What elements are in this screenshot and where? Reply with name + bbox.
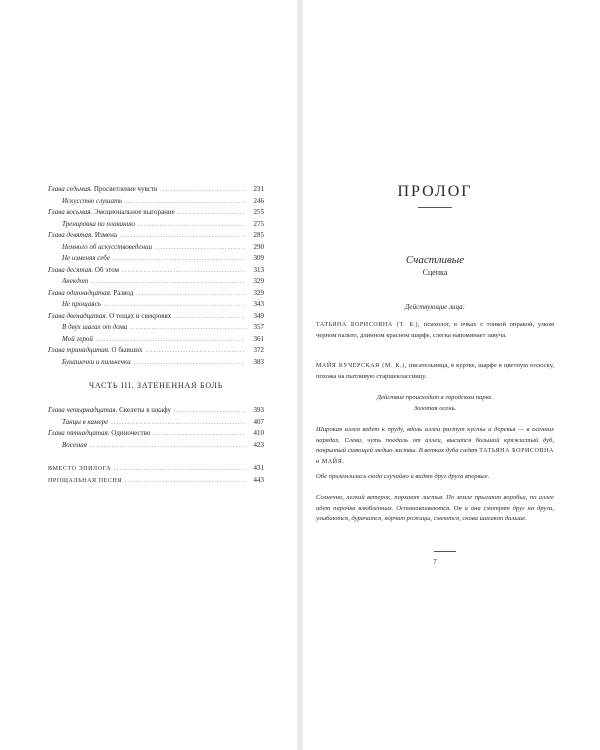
stage-direction-names: ТАТЬЯНА БОРИСОВНА и МАЙЯ. — [316, 448, 554, 465]
toc-entry-title — [62, 417, 108, 429]
toc-page-number: 349 — [253, 311, 264, 320]
toc-leader-dots — [146, 346, 245, 358]
toc-entry-title — [62, 440, 87, 452]
toc-entry — [48, 230, 264, 242]
toc-leader-dots — [174, 406, 245, 418]
toc-entry-title — [48, 207, 175, 219]
toc-section-title: В двух шагах от дома — [62, 323, 128, 331]
toc-entry-title — [48, 265, 119, 277]
toc-leader-dots — [155, 243, 245, 255]
toc-page-number: 443 — [253, 475, 264, 484]
page-number: 7 — [433, 558, 437, 566]
toc-entry-title — [62, 219, 135, 231]
toc-entry — [48, 440, 264, 452]
toc-page-number: 313 — [253, 265, 264, 274]
stage-direction-1 — [316, 425, 554, 467]
toc-entry — [48, 265, 264, 277]
toc-page-number: 431 — [253, 464, 264, 472]
toc-chapter-number: Глава седьмая. — [48, 185, 93, 193]
toc-chapter-number: Глава девятая. — [48, 231, 94, 239]
toc-chapter-number: Глава двенадцатая. — [48, 311, 108, 320]
toc-entry — [48, 405, 264, 417]
toc-entry — [48, 299, 264, 311]
toc-page-number: 407 — [253, 417, 264, 426]
toc-entry — [48, 345, 264, 357]
toc-chapter-title: О тещах и свекровях — [109, 311, 172, 320]
toc-entry — [48, 276, 264, 288]
toc-section-title: Не прощаясь — [62, 300, 101, 308]
toc-chapter-number: Глава восьмая. — [48, 208, 93, 216]
cast-description: психолог, в очках с тонкой оправой, узком черном пальто, длинном красном шарфе, слегка напоминает завуча. — [316, 321, 554, 339]
toc-entry-title — [62, 357, 131, 369]
toc-page-number: 285 — [253, 231, 264, 239]
toc-page-number: 383 — [253, 357, 264, 366]
toc-entry-title — [62, 322, 127, 334]
toc-chapter-number: Глава пятнадцатая. — [48, 429, 110, 437]
toc-page-number: 361 — [253, 334, 264, 343]
toc-section-title: Мой герой — [62, 334, 93, 343]
table-of-contents — [48, 184, 264, 486]
toc-entry-title — [48, 345, 143, 357]
toc-leader-dots — [90, 441, 245, 453]
toc-entry — [48, 242, 264, 254]
toc-page-number: 393 — [253, 406, 264, 414]
toc-entry-title — [62, 299, 101, 311]
toc-chapter-number: Глава одиннадцатая. — [48, 288, 112, 297]
toc-group-part-three — [48, 405, 264, 451]
toc-entry — [48, 334, 264, 346]
toc-page-number: 423 — [253, 440, 264, 449]
toc-chapter-title: Просветление чувств — [93, 185, 158, 193]
toc-section-title: Анекдот — [62, 277, 89, 285]
book-gutter — [297, 0, 303, 750]
toc-section-title: Немного об искусствоведении — [62, 242, 152, 251]
toc-section-title: Танцы в камере — [62, 417, 109, 426]
toc-chapter-title: ВМЕСТО ЭПИЛОГА — [48, 466, 112, 472]
cast-entry-maya — [316, 361, 554, 382]
toc-chapter-title: Одиночество — [111, 429, 151, 437]
toc-page-number: 343 — [253, 300, 264, 308]
cast-name: ТАТЬЯНА БОРИСОВНА (Т. Б.), — [316, 322, 421, 328]
toc-leader-dots — [134, 358, 245, 370]
toc-entry — [48, 463, 264, 475]
toc-leader-dots — [138, 220, 245, 232]
toc-entry — [48, 184, 264, 196]
toc-page-number: 410 — [253, 429, 264, 437]
toc-leader-dots — [122, 266, 245, 278]
toc-entry — [48, 196, 264, 208]
toc-page-number: 246 — [253, 196, 264, 205]
toc-entry-title — [48, 311, 171, 323]
toc-section-title: Искусство слушать — [62, 196, 123, 205]
toc-chapter-title: Измена — [94, 231, 117, 239]
toc-entry — [48, 311, 264, 323]
toc-page-number: 329 — [253, 277, 264, 285]
toc-entry — [48, 428, 264, 440]
toc-part-title: ЧАСТЬ III. ЗАТЕНЕННАЯ БОЛЬ — [88, 381, 224, 390]
toc-entry — [48, 417, 264, 429]
toc-chapter-title: Развод — [113, 288, 134, 297]
toc-leader-dots — [136, 289, 245, 301]
toc-entry-title — [48, 230, 117, 242]
toc-entry-title — [62, 196, 122, 208]
toc-entry-title — [48, 184, 157, 196]
toc-page-number: 255 — [253, 208, 264, 216]
toc-entry — [48, 357, 264, 369]
toc-leader-dots — [114, 464, 245, 476]
toc-group-ending — [48, 463, 264, 486]
toc-entry — [48, 322, 264, 334]
title-divider — [418, 207, 452, 208]
toc-chapter-title: Об этом — [94, 265, 120, 274]
toc-entry-title — [62, 334, 93, 346]
scene-title: Счастливые — [405, 254, 465, 266]
toc-entry — [48, 207, 264, 219]
toc-page-number: 372 — [253, 346, 264, 354]
toc-chapter-number: Глава десятая. — [48, 265, 94, 274]
toc-page-number: 309 — [253, 254, 264, 262]
toc-entry-title — [62, 253, 110, 265]
toc-section-title: Не изменяя себе — [62, 254, 110, 262]
toc-page-number: 357 — [253, 323, 264, 331]
toc-leader-dots — [178, 208, 245, 220]
stage-direction-2: Обе приземлились сюда случайно и видят друг друга впервые. — [316, 473, 490, 480]
toc-chapter-title: Эмоциональное выгорание — [93, 208, 175, 216]
toc-chapter-number: Глава четырнадцатая. — [48, 406, 118, 414]
toc-chapter-title: Скелеты в шкафу — [119, 406, 171, 414]
toc-entry — [48, 219, 264, 231]
toc-entry-title — [62, 242, 152, 254]
toc-leader-dots — [153, 429, 245, 441]
toc-entry — [48, 288, 264, 300]
stage-direction-3: Солнечно, легкий ветерок, порхают листья. По земле прыгают воробьи, по аллее идет парочка влюбленных. Останавливаются. Он и она смотрят друг на друга, улыбаются, дурачатся, корчат рожицы, смеются, снова шагают дальше. — [316, 494, 554, 523]
toc-chapter-title: ПРОЩАЛЬНАЯ ПЕСНЯ — [48, 477, 123, 484]
footer-divider — [434, 551, 456, 552]
toc-leader-dots — [130, 323, 245, 335]
cast-name: МАЙЯ КУЧЕРСКАЯ (М. К.), — [316, 363, 407, 369]
toc-section-title: Восемая — [62, 440, 87, 449]
setting-line-2: Золотая осень. — [413, 405, 457, 412]
setting-line-1: Действие происходит в городском парке. — [376, 394, 494, 401]
cast-description: писательница, в куртке, шарфе в цветную полоску, похожа на пытливую старшеклассницу. — [316, 362, 554, 380]
toc-entry-title — [48, 288, 133, 300]
toc-leader-dots — [174, 312, 245, 324]
toc-leader-dots — [113, 254, 245, 266]
toc-entry-title — [48, 428, 150, 440]
stage-direction-text: Широкая аллея ведет к пруду, вдоль аллеи растут кусты и деревья — в осенних нарядах. Слева, чуть поодаль от аллеи, высится большой кряжистый дуб, покрытый сияющей медью листвы. В ветках дуба сидят — [316, 426, 554, 455]
toc-page-number: 290 — [253, 242, 264, 251]
toc-chapter-title: О бывших — [111, 346, 143, 354]
toc-entry — [48, 253, 264, 265]
cast-heading: Действующие лица: — [405, 303, 465, 311]
cast-entry-tatiana — [316, 320, 554, 341]
scene-subtitle: Сценка — [422, 268, 448, 277]
toc-leader-dots — [160, 185, 245, 197]
toc-group-part-two — [48, 184, 264, 368]
toc-page-number: 231 — [253, 185, 264, 193]
toc-section-title: Тренировка по плаванию — [62, 219, 135, 228]
toc-entry — [48, 475, 264, 487]
prologue-title: ПРОЛОГ — [397, 183, 473, 200]
toc-entry-title — [62, 276, 88, 288]
toc-entry-title — [48, 475, 122, 488]
toc-page-number: 329 — [253, 288, 264, 297]
toc-page-number: 275 — [253, 219, 264, 228]
toc-entry-title — [48, 405, 171, 417]
toc-chapter-number: Глава тринадцатая. — [48, 346, 110, 354]
toc-leader-dots — [125, 476, 245, 488]
toc-section-title: Букашечки и пилькечки — [62, 357, 131, 366]
